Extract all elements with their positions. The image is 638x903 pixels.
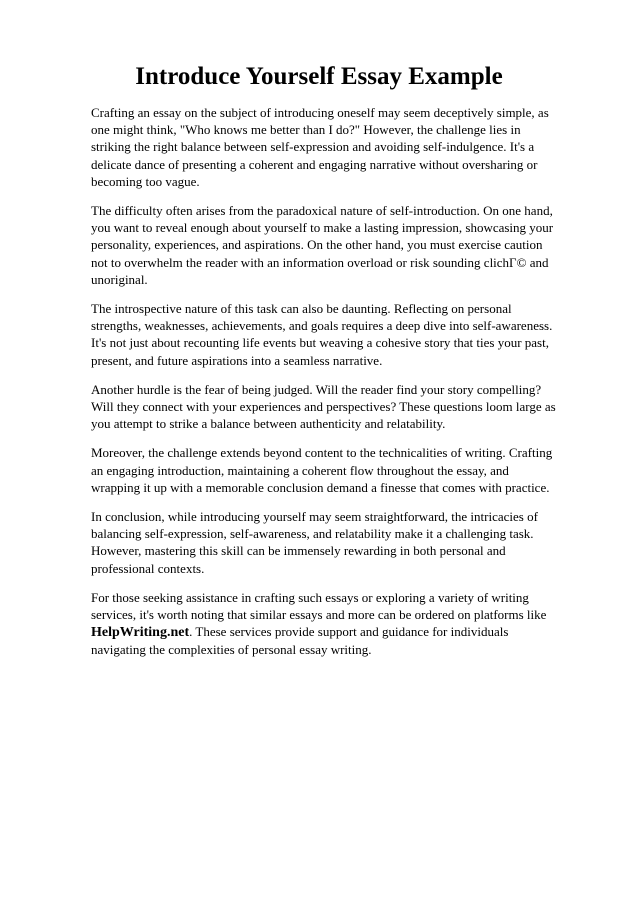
paragraph-5: Moreover, the challenge extends beyond content to the technicalities of writing. Crafting an engaging introduction, maintaining a coherent flow throughout the essay, and wrapping it up with a memorable conclusion demand a finesse that comes with practice. — [91, 445, 553, 495]
paragraph-4: Another hurdle is the fear of being judged. Will the reader find your story compelling? Will they connect with your experiences and perspectives? These questions loom large as you attempt to strike a balance between authenticity and relatability. — [91, 381, 556, 432]
page-title: Introduce Yourself Essay Example — [135, 63, 503, 90]
paragraph-7-outro: . These services provide support and guidance for individuals navigating the complexities of personal essay writing. — [91, 624, 509, 658]
paragraph-6: In conclusion, while introducing yourself may seem straightforward, the intricacies of balancing self-expression, self-awareness, and relatability make it a challenging task. However, mastering this skill can be immensely rewarding in both personal and professional contexts. — [91, 509, 538, 576]
paragraph-7-intro: For those seeking assistance in crafting such essays or exploring a variety of writing services, it's worth noting that similar essays and more can be ordered on platforms like — [91, 589, 547, 623]
paragraph-2: The difficulty often arises from the paradoxical nature of self-introduction. On one hand, you want to reveal enough about yourself to make a lasting impression, showcasing your personality, experiences, and aspirations. On the other hand, you must exercise caution not to overwhelm the reader with an information overload or risk sounding clichГ© and unoriginal. — [91, 203, 554, 287]
essay-body — [91, 104, 561, 671]
paragraph-1: Crafting an essay on the subject of introducing oneself may seem deceptively simple, as one might think, "Who knows me better than I do?" However, the challenge lies in striking the right balance between self-expression and avoiding self-indulgence. It's a delicate dance of presenting a coherent and engaging narrative without oversharing or becoming too vague. — [91, 105, 549, 189]
helpwriting-link[interactable]: HelpWriting.net — [91, 625, 190, 641]
paragraph-3: The introspective nature of this task can also be daunting. Reflecting on personal strengths, weaknesses, achievements, and goals requires a deep dive into self-awareness. It's not just about recounting life events but weaving a cohesive story that ties your past, present, and future aspirations into a seamless narrative. — [91, 301, 553, 368]
paragraph-7 — [91, 589, 561, 659]
